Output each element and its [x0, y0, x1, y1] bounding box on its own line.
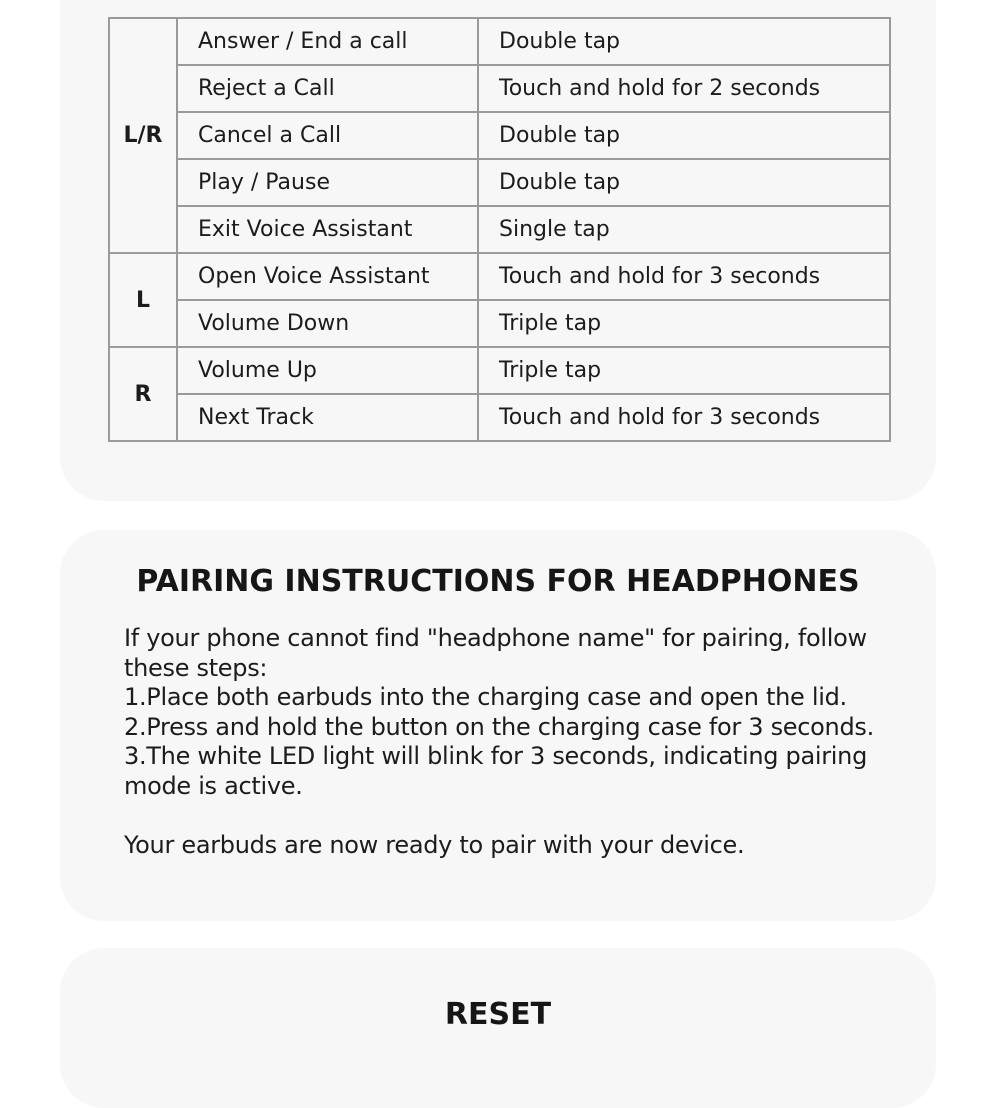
action-cell: Volume Down [177, 300, 478, 347]
side-label-l: L [109, 253, 177, 347]
table-row [109, 206, 890, 253]
table-row [109, 18, 890, 65]
action-cell: Next Track [177, 394, 478, 441]
action-cell: Reject a Call [177, 65, 478, 112]
table-row [109, 253, 890, 300]
pairing-instructions [124, 624, 914, 860]
pairing-outro: Your earbuds are now ready to pair with your device. [124, 830, 745, 859]
gesture-cell: Double tap [478, 112, 890, 159]
action-cell: Exit Voice Assistant [177, 206, 478, 253]
gesture-cell: Touch and hold for 3 seconds [478, 253, 890, 300]
action-cell: Open Voice Assistant [177, 253, 478, 300]
reset-title: RESET [444, 997, 552, 1032]
side-label-r: R [109, 347, 177, 441]
action-cell: Play / Pause [177, 159, 478, 206]
table-row [109, 347, 890, 394]
touch-controls-table [108, 17, 891, 442]
gesture-cell: Touch and hold for 3 seconds [478, 394, 890, 441]
action-cell: Answer / End a call [177, 18, 478, 65]
table-row [109, 300, 890, 347]
table-row [109, 112, 890, 159]
pairing-intro: If your phone cannot find "headphone name" for pairing, follow these steps: [124, 624, 867, 682]
gesture-cell: Double tap [478, 159, 890, 206]
pairing-step-2: 2.Press and hold the button on the charging case for 3 seconds. [124, 712, 874, 741]
pairing-step-3: 3.The white LED light will blink for 3 seconds, indicating pairing mode is active. [124, 742, 868, 800]
gesture-cell: Double tap [478, 18, 890, 65]
spacer [124, 801, 914, 831]
side-label-lr: L/R [109, 18, 177, 253]
pairing-title: PAIRING INSTRUCTIONS FOR HEADPHONES [136, 564, 860, 599]
table-row [109, 394, 890, 441]
action-cell: Volume Up [177, 347, 478, 394]
table-row [109, 65, 890, 112]
pairing-step-1: 1.Place both earbuds into the charging case and open the lid. [124, 683, 847, 711]
action-cell: Cancel a Call [177, 112, 478, 159]
gesture-cell: Triple tap [478, 347, 890, 394]
table-row [109, 159, 890, 206]
gesture-cell: Touch and hold for 2 seconds [478, 65, 890, 112]
gesture-cell: Single tap [478, 206, 890, 253]
gesture-cell: Triple tap [478, 300, 890, 347]
